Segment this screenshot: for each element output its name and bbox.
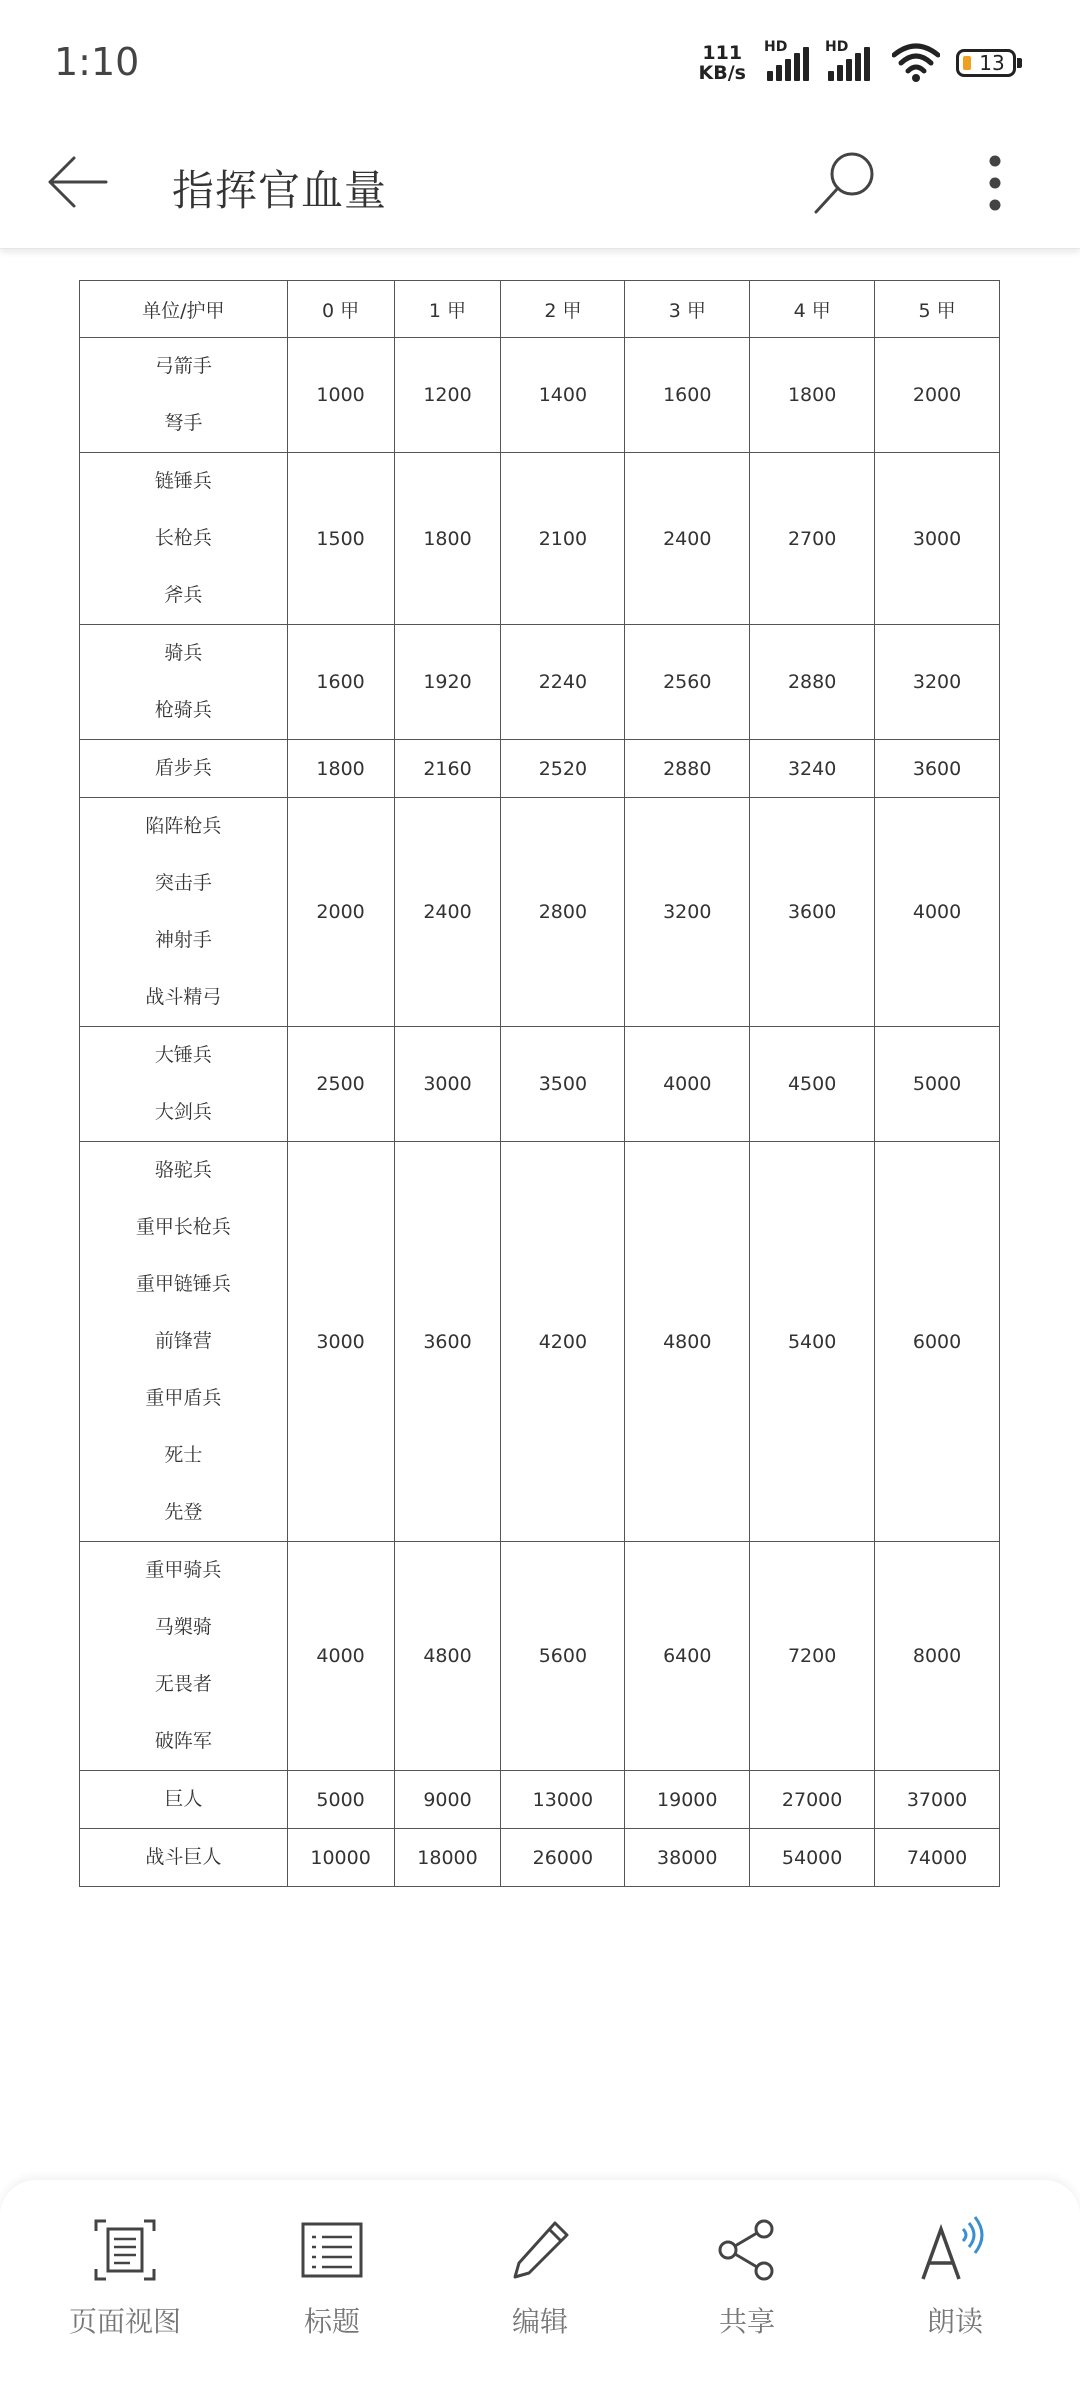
search-button[interactable] [800,138,890,228]
unit-name: 链锤兵 [154,470,212,492]
hp-value-cell: 3600 [875,740,1000,798]
hp-value-cell: 4000 [287,1542,394,1771]
nav-label: 朗读 [926,2305,983,2338]
network-speed [699,43,746,83]
hp-value-cell: 2700 [750,453,875,625]
unit-name: 马槊骑 [154,1616,212,1638]
outline-button[interactable] [242,2210,422,2360]
page-view-icon [92,2217,158,2283]
hp-value-cell: 6000 [875,1142,1000,1542]
hp-value-cell: 1920 [394,625,501,740]
hp-value-cell: 2800 [501,798,625,1027]
pencil-icon [507,2217,573,2283]
hp-value-cell: 3240 [750,740,875,798]
table-row [80,798,1000,1027]
unit-name: 破阵军 [154,1730,212,1752]
hp-value-cell: 3600 [394,1142,501,1542]
back-arrow-icon [46,154,110,210]
search-icon [810,148,880,218]
unit-name: 重甲盾兵 [145,1387,222,1409]
hp-value-cell: 1600 [625,338,750,453]
table-row [80,1829,1000,1887]
hp-value-cell: 2880 [625,740,750,798]
table-row [80,1771,1000,1829]
table-header-row [80,281,1000,338]
share-button[interactable] [657,2210,837,2360]
unit-name: 重甲链锤兵 [135,1273,231,1295]
unit-name: 盾步兵 [154,757,212,779]
hp-value-cell: 8000 [875,1542,1000,1771]
header-cell: 5 甲 [875,281,1000,338]
hp-value-cell: 5400 [750,1142,875,1542]
table-row [80,338,1000,453]
hp-value-cell: 2560 [625,625,750,740]
hp-value-cell: 2400 [625,453,750,625]
unit-cell [80,1542,288,1771]
hp-value-cell: 2500 [287,1027,394,1142]
unit-name: 神射手 [154,929,212,951]
table-row [80,740,1000,798]
hd-label: HD [764,39,788,55]
header-cell: 2 甲 [501,281,625,338]
hp-value-cell: 1800 [394,453,501,625]
hp-value-cell: 1000 [287,338,394,453]
unit-cell [80,1142,288,1542]
nav-label: 共享 [718,2305,775,2338]
table-row [80,453,1000,625]
unit-name: 战斗巨人 [145,1846,222,1868]
unit-name: 重甲长枪兵 [135,1216,231,1238]
unit-name: 死士 [164,1444,203,1466]
battery-icon [956,49,1016,77]
share-icon [714,2217,780,2283]
unit-name: 前锋营 [154,1330,212,1352]
hp-value-cell: 5000 [875,1027,1000,1142]
hp-value-cell: 1400 [501,338,625,453]
hp-value-cell: 2000 [287,798,394,1027]
hd-label-2: HD [825,39,849,55]
page-title: 指挥官血量 [172,166,388,215]
edit-button[interactable] [450,2210,630,2360]
unit-cell [80,453,288,625]
header-cell: 单位/护甲 [80,281,288,338]
table-row [80,1542,1000,1771]
back-button[interactable] [38,142,118,222]
nav-label: 编辑 [511,2305,568,2338]
hp-value-cell: 1200 [394,338,501,453]
hp-value-cell: 2000 [875,338,1000,453]
hp-value-cell: 3200 [625,798,750,1027]
hp-value-cell: 5600 [501,1542,625,1771]
document-content[interactable] [0,250,1080,2180]
header-cell: 4 甲 [750,281,875,338]
hp-value-cell: 10000 [287,1829,394,1887]
hp-value-cell: 3000 [875,453,1000,625]
more-options-button[interactable] [955,138,1035,228]
hp-value-cell: 4800 [394,1542,501,1771]
unit-name: 大剑兵 [154,1101,212,1123]
table-row [80,625,1000,740]
unit-name: 弓箭手 [154,355,212,377]
nav-label: 标题 [303,2305,360,2338]
hp-value-cell: 3500 [501,1027,625,1142]
hp-value-cell: 74000 [875,1829,1000,1887]
network-speed-value: 111 [702,42,743,64]
unit-name: 弩手 [164,412,203,434]
nav-label: 页面视图 [68,2305,181,2338]
unit-cell [80,1027,288,1142]
hp-value-cell: 26000 [501,1829,625,1887]
status-time: 1:10 [54,40,140,84]
hp-value-cell: 6400 [625,1542,750,1771]
unit-name: 枪骑兵 [154,699,212,721]
hp-value-cell: 1800 [287,740,394,798]
unit-name: 骑兵 [164,642,203,664]
hp-value-cell: 13000 [501,1771,625,1829]
page-view-button[interactable] [35,2210,215,2360]
unit-cell [80,338,288,453]
hp-value-cell: 4800 [625,1142,750,1542]
hp-value-cell: 2100 [501,453,625,625]
header-cell: 0 甲 [287,281,394,338]
unit-name: 长枪兵 [154,527,212,549]
unit-name: 骆驼兵 [154,1159,212,1181]
hp-value-cell: 4000 [625,1027,750,1142]
unit-name: 斧兵 [164,584,203,606]
hp-value-cell: 4000 [875,798,1000,1027]
hp-value-cell: 4200 [501,1142,625,1542]
hp-value-cell: 7200 [750,1542,875,1771]
unit-name: 陷阵枪兵 [145,815,222,837]
hp-value-cell: 1800 [750,338,875,453]
unit-cell [80,1771,288,1829]
hp-value-cell: 3000 [394,1027,501,1142]
unit-cell [80,798,288,1027]
header-cell: 1 甲 [394,281,501,338]
battery-level: 13 [979,51,1005,75]
read-aloud-icon [917,2215,993,2285]
hp-value-cell: 2520 [501,740,625,798]
unit-cell [80,1829,288,1887]
hp-value-cell: 1600 [287,625,394,740]
table-row [80,1027,1000,1142]
hp-value-cell: 3000 [287,1142,394,1542]
hp-value-cell: 19000 [625,1771,750,1829]
network-speed-unit: KB/s [698,62,746,84]
wifi-icon [892,43,940,83]
hp-value-cell: 2240 [501,625,625,740]
hp-table [79,280,1000,1887]
unit-name: 重甲骑兵 [145,1559,222,1581]
signal-icon-2 [825,39,870,81]
unit-name: 巨人 [164,1788,203,1810]
status-bar [0,0,1080,118]
unit-name: 战斗精弓 [145,986,222,1008]
read-aloud-button[interactable] [865,2210,1045,2360]
hp-value-cell: 3200 [875,625,1000,740]
app-bar [0,118,1080,249]
status-icons [699,40,1016,86]
unit-name: 先登 [164,1501,203,1523]
hp-value-cell: 38000 [625,1829,750,1887]
hp-value-cell: 37000 [875,1771,1000,1829]
hp-value-cell: 1500 [287,453,394,625]
header-cell: 3 甲 [625,281,750,338]
unit-cell [80,625,288,740]
hp-value-cell: 54000 [750,1829,875,1887]
hp-value-cell: 2160 [394,740,501,798]
more-vertical-icon [985,153,1005,213]
outline-list-icon [300,2221,364,2279]
hp-value-cell: 9000 [394,1771,501,1829]
hp-value-cell: 27000 [750,1771,875,1829]
unit-name: 大锤兵 [154,1044,212,1066]
table-row [80,1142,1000,1542]
hp-value-cell: 4500 [750,1027,875,1142]
bottom-toolbar [0,2180,1080,2400]
hp-value-cell: 2880 [750,625,875,740]
hp-value-cell: 5000 [287,1771,394,1829]
hp-value-cell: 18000 [394,1829,501,1887]
hp-value-cell: 2400 [394,798,501,1027]
hp-value-cell: 3600 [750,798,875,1027]
unit-cell [80,740,288,798]
signal-icon [764,39,809,81]
unit-name: 突击手 [154,872,212,894]
unit-name: 无畏者 [154,1673,212,1695]
